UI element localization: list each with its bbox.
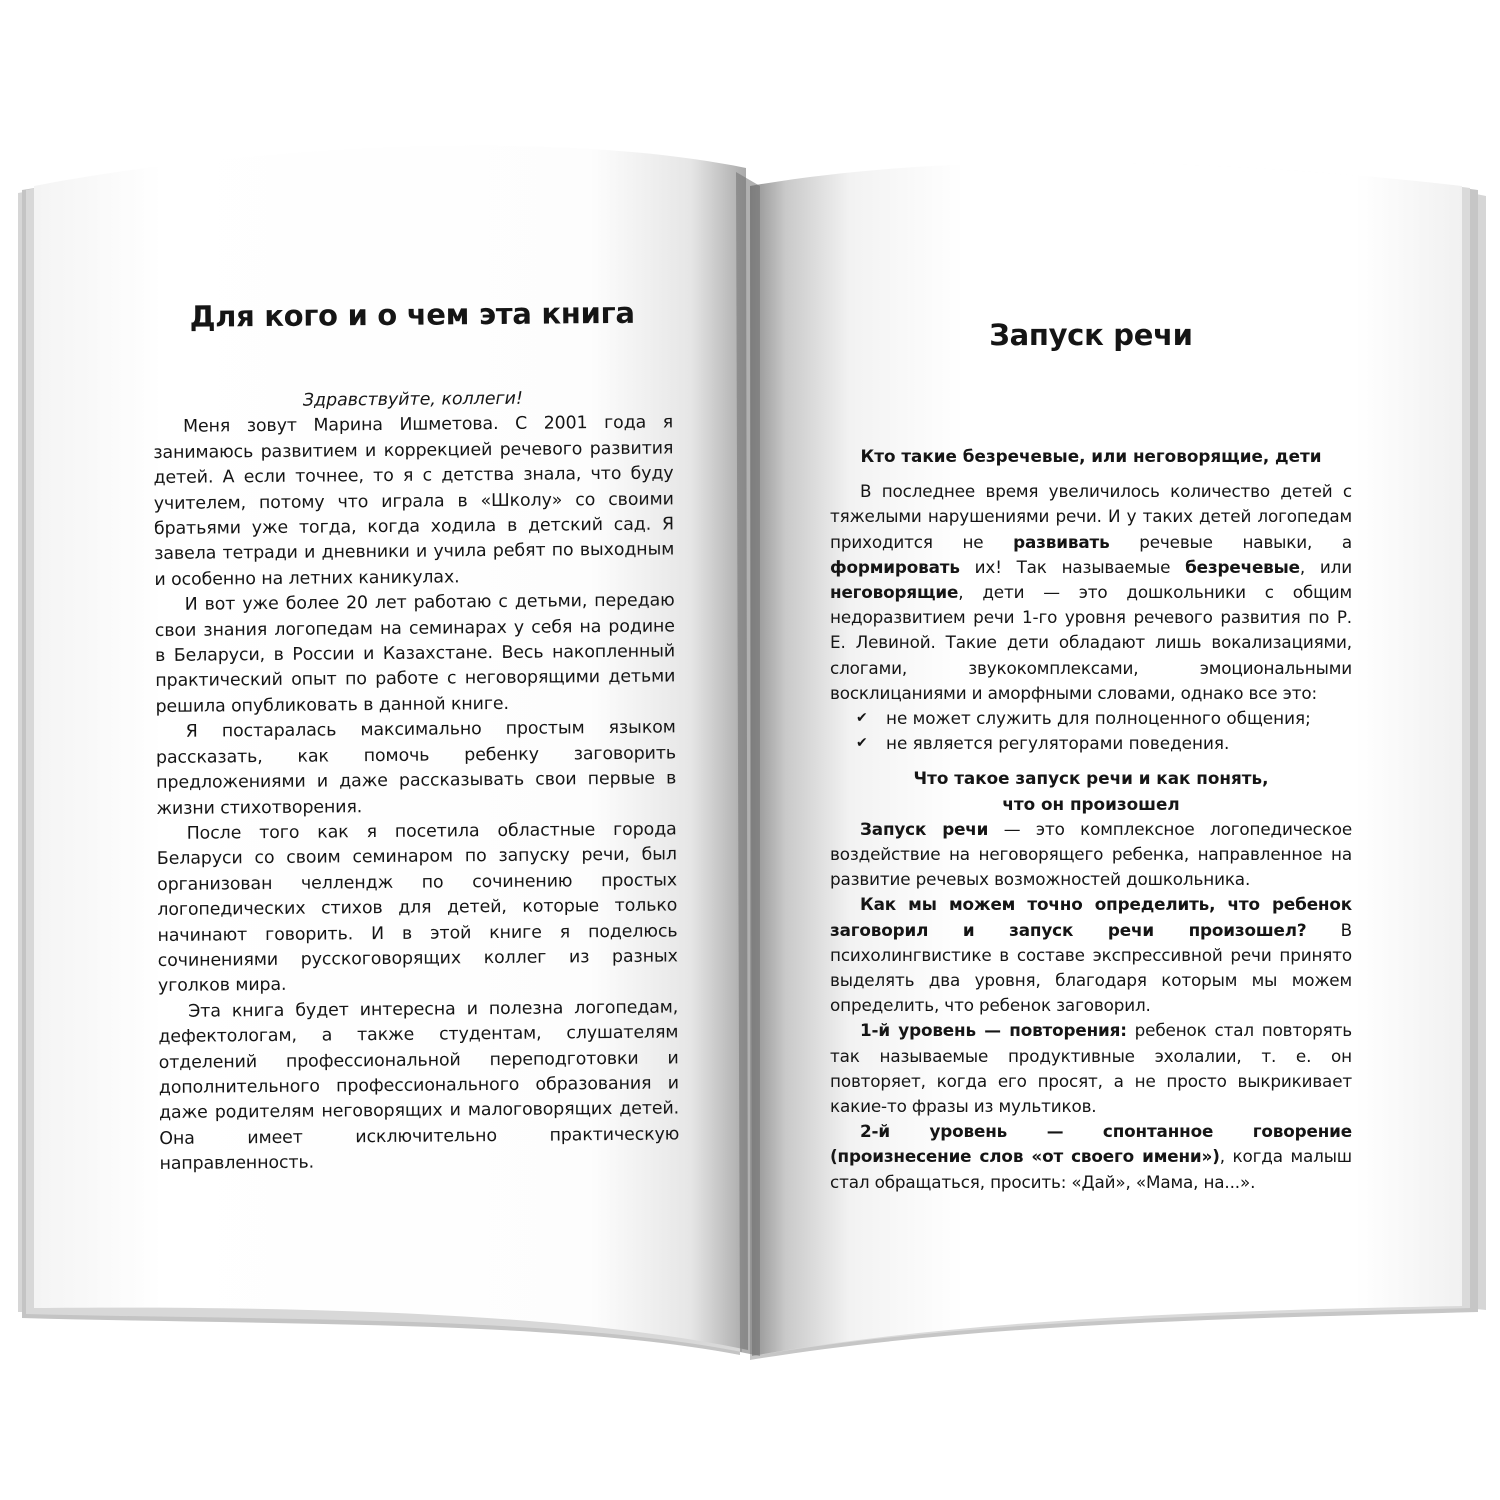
section-title-launch bbox=[830, 766, 1352, 816]
right-page-content bbox=[830, 318, 1352, 1195]
bold-term: формировать bbox=[830, 556, 960, 577]
bold-term: неговорящие bbox=[830, 582, 959, 603]
bold-term: Запуск речи bbox=[860, 818, 989, 839]
text-run: , или bbox=[1299, 556, 1352, 577]
bold-term: развивать bbox=[1013, 531, 1110, 552]
section-title-line: Что такое запуск речи и как понять, bbox=[913, 768, 1269, 789]
list-item-text: не является регуляторами поведения. bbox=[886, 733, 1230, 754]
section-title-line: что он произошел bbox=[1002, 793, 1180, 814]
text-run: , когда малыш стал обращаться, просить: «Дай», «Мама, на...». bbox=[830, 1146, 1353, 1192]
text-run: ребенок стал повторять так называемые продуктивные эхолалии, т. е. он повторяет, когда его просят, а не просто выкрикивает какие-то фразы из мультиков. bbox=[830, 1020, 1352, 1117]
text-run: В последнее время увеличилось количество детей с тяжелыми нарушениями речи. И у таких детей логопедам приходится не bbox=[830, 481, 1352, 552]
left-chapter-title: Для кого и о чем эта книга bbox=[189, 295, 635, 334]
right-paragraph-intro bbox=[830, 479, 1352, 706]
left-paragraph: Эта книга будет интересна и полезна логопедам, дефектологам, а также студентам, слушателям отделений профессиональной переподготовки и дополнительного профессионального образования и даже родителям неговорящих и малоговорящих детей. Она имеет исключительно практическую направленность. bbox=[158, 997, 680, 1175]
left-paragraph: Я постаралась максимально простым языком рассказать, как помочь ребенку заговорить предложениями и даже рассказывать свои первые в жизни стихотворения. bbox=[155, 717, 677, 819]
right-paragraph-question bbox=[830, 892, 1352, 1018]
bold-term: Как мы можем точно определить, что ребенок заговорил и запуск речи произошел? bbox=[830, 894, 1352, 940]
text-run: В психолингвистике в составе экспрессивной речи принято выделять два уровня, благодаря которым мы можем определить, что ребенок заговорил. bbox=[830, 919, 1352, 1016]
right-paragraph-level1 bbox=[830, 1018, 1352, 1119]
bold-term: 2-й уровень — спонтанное говорение (произнесение слов «от своего имени») bbox=[830, 1121, 1352, 1167]
left-page-content bbox=[152, 295, 680, 1177]
text-run: , дети — это дошкольники с общим недоразвитием речи 1-го уровня речевого развития по Р. Е. Левиной. Такие дети обладают лишь вокализациями, слогами, звукокомплексами, эмоциональными восклицаниями и аморфными словами, однако все это: bbox=[830, 582, 1352, 703]
left-paragraph: После того как я посетила областные города Беларуси со своим семинаром по запуску речи, был организован челлендж по сочинению простых логопедических стихов для детей, которые только начинают говорить. И в этой книге я поделюсь сочинениями русскоговорящих коллег из разных уголков мира. bbox=[156, 819, 678, 997]
right-paragraph-level2 bbox=[830, 1119, 1352, 1195]
left-paragraph: Меня зовут Марина Ишметова. С 2001 года я занимаюсь развитием и коррекцией речевого развития детей. А если точнее, то я с детства знала, что буду учителем, потому что играла в «Школу» со своими братьями уже тогда, когда ходила в детский сад. Я завела тетради и дневники и учила ребят по выходным и особенно на летних каникулах. bbox=[153, 412, 675, 590]
section-title-who: Кто такие безречевые, или неговорящие, дети bbox=[860, 446, 1322, 466]
list-item bbox=[856, 706, 1352, 731]
check-icon: ✔ bbox=[856, 735, 868, 752]
text-run: речевые навыки, а bbox=[1109, 531, 1352, 552]
bold-term: 1-й уровень — повторения: bbox=[860, 1020, 1127, 1041]
list-item-text: не может служить для полноценного общения; bbox=[886, 708, 1311, 729]
bullet-list bbox=[830, 706, 1352, 756]
text-run: — это комплексное логопедическое воздействие на неговорящего ребенка, направленное на развитие речевых возможностей дошкольника. bbox=[830, 818, 1353, 890]
right-chapter-title: Запуск речи bbox=[989, 318, 1193, 352]
bold-term: безречевые bbox=[1185, 556, 1300, 577]
list-item bbox=[856, 731, 1352, 756]
gutter-shadow bbox=[736, 172, 760, 1356]
greeting: Здравствуйте, коллеги! bbox=[302, 388, 523, 411]
right-paragraph-definition bbox=[830, 817, 1352, 893]
check-icon: ✔ bbox=[856, 710, 868, 727]
text-run: их! Так называемые bbox=[959, 556, 1186, 577]
left-paragraph: И вот уже более 20 лет работаю с детьми, передаю свои знания логопедам на семинарах у себя на родине в Беларуси, в России и Казахстане. Весь накопленный практический опыт по работе с неговорящими детьми решила опубликовать в данной книге. bbox=[154, 590, 676, 717]
